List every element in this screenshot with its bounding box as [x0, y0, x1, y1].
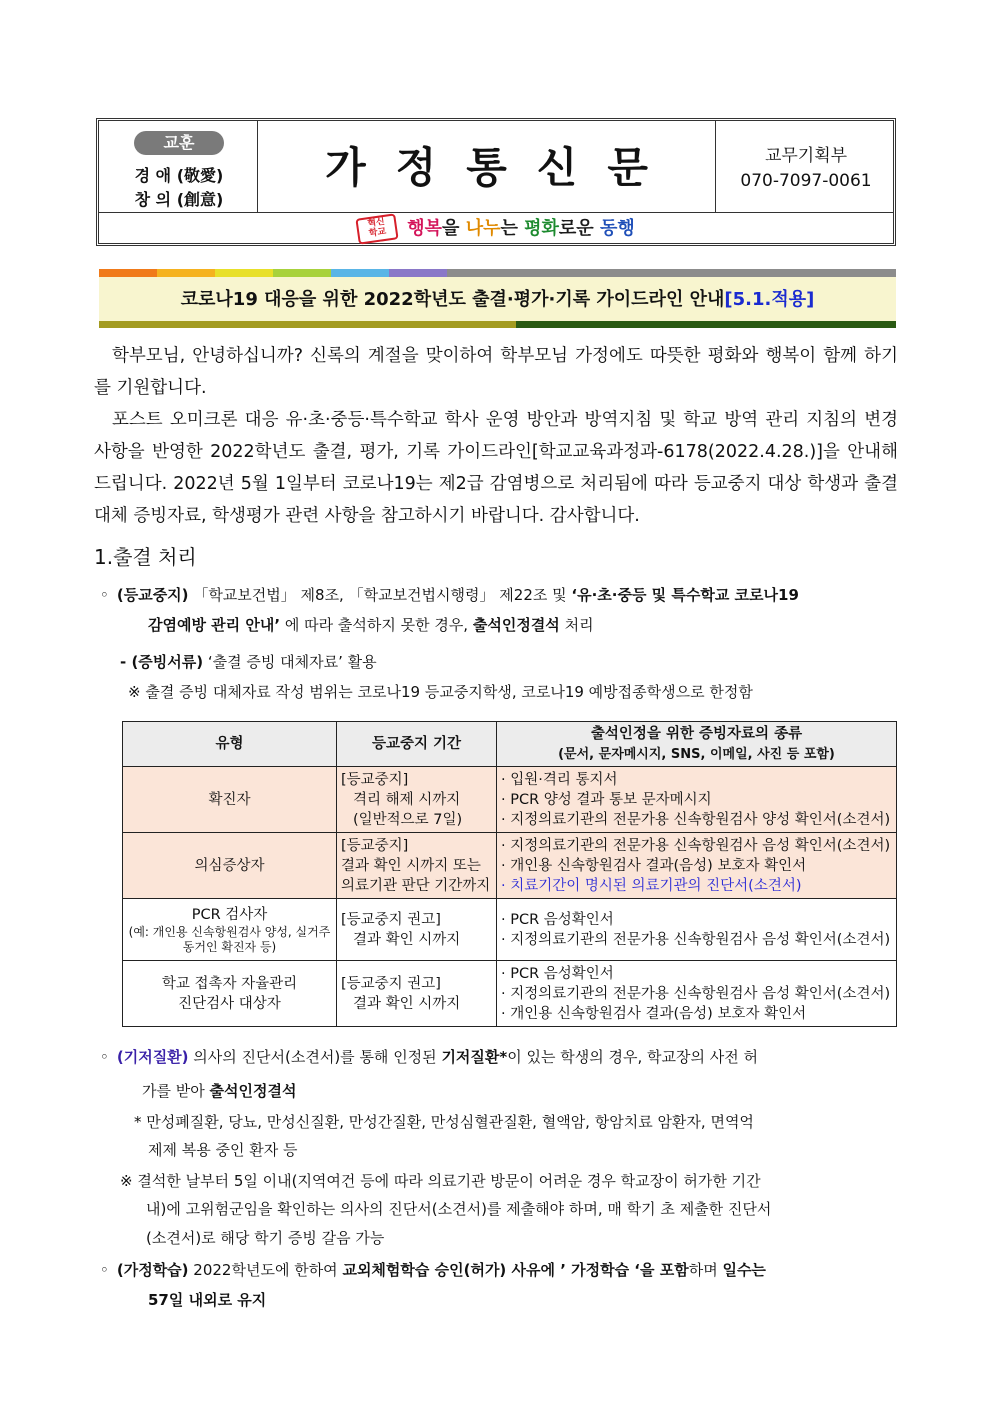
note: 내)에 고위험군임을 확인하는 의사의 진단서(소견서)를 제출해야 하며, 매 학기 초 제출한 진단서: [146, 1200, 772, 1218]
table-cell: [등교중지 권고] 결과 확인 시까지: [337, 961, 497, 1027]
bullet-item-continued: 57일 내외로 유지: [148, 1291, 267, 1309]
bullet-item: ◦ (등교중지) 「학교보건법」 제8조, 「학교보건법시행령」 제22조 및 ‘유·초·중등 및 특수학교 코로나19: [100, 586, 799, 604]
applied-date: [5.1.적용]: [724, 289, 815, 310]
slogan-word: 나누: [465, 218, 501, 239]
notice-title: 코로나19 대응을 위한 2022학년도 출결·평가·기록 가이드라인 안내: [180, 289, 725, 310]
slogan-word: 로운: [558, 218, 600, 239]
column-header: 등교중지 기간: [337, 722, 497, 767]
footnote: * 만성폐질환, 당뇨, 만성신질환, 만성간질환, 만성심혈관질환, 혈액암, 항암치료 암환자, 면역억: [134, 1113, 754, 1131]
page-title: 가정통신문: [325, 143, 678, 192]
color-segment: [215, 269, 273, 277]
motto-line: 창 의 (創意): [134, 190, 224, 209]
slogan-word: 는: [500, 218, 525, 239]
decorative-color-strip: [99, 321, 896, 328]
bullet-item: ◦ (기저질환) 의사의 진단서(소견서)를 통해 인정된 기저질환*이 있는 학생의 경우, 학교장의 사전 허: [100, 1048, 758, 1066]
notice-title-banner: [99, 277, 896, 321]
color-segment: [516, 321, 896, 328]
table-cell: PCR 검사자 (예: 개인용 신속항원검사 양성, 실거주 동거인 확진자 등): [123, 899, 337, 961]
color-segment: [389, 269, 447, 277]
header-divider: [715, 121, 716, 212]
column-header: 출석인정을 위한 증빙자료의 종류 (문서, 문자메시지, SNS, 이메일, 사진 등 포함): [497, 722, 897, 767]
table-row: [123, 899, 897, 961]
color-segment: [157, 269, 215, 277]
color-segment: [331, 269, 389, 277]
intro-paragraph: 학부모님, 안녕하십니까? 신록의 계절을 맞이하여 학부모님 가정에도 따뜻한 평화와 행복이 함께 하기를 기원합니다.: [94, 346, 898, 398]
table-cell: · 입원·격리 통지서 · PCR 양성 결과 통보 문자메시지 · 지정의료기관의 전문가용 신속항원검사 양성 확인서(소견서): [497, 767, 897, 833]
table-cell: [등교중지 권고] 결과 확인 시까지: [337, 899, 497, 961]
table-cell: 학교 접촉자 자율관리 진단검사 대상자: [123, 961, 337, 1027]
table-row: [123, 833, 897, 899]
table-cell: [등교중지] 결과 확인 시까지 또는 의료기관 판단 기간까지: [337, 833, 497, 899]
slogan: [99, 214, 893, 244]
slogan-word: 동행: [599, 218, 635, 239]
note: ※ 결석한 날부터 5일 이내(지역여건 등에 따라 의료기관 방문이 어려운 경우 학교장이 허가한 기간: [120, 1172, 761, 1190]
bullet-item-continued: 감염예방 관리 안내’ 에 따라 출석하지 못한 경우, 출석인정결석 처리: [148, 616, 594, 634]
innovation-school-stamp-icon: 혁신 학교: [356, 213, 399, 244]
table-cell: · PCR 음성확인서 · 지정의료기관의 전문가용 신속항원검사 음성 확인서(소견서) · 개인용 신속항원검사 결과(음성) 보호자 확인서: [497, 961, 897, 1027]
table-header-row: [123, 722, 897, 767]
slogan-word: 평화: [524, 218, 559, 239]
table-cell: · PCR 음성확인서 · 지정의료기관의 전문가용 신속항원검사 음성 확인서(소견서): [497, 899, 897, 961]
slogan-text: [407, 218, 634, 239]
motto-badge: 교훈: [134, 131, 224, 155]
bullet-item: ◦ (가정학습) 2022학년도에 한하여 교외체험학습 승인(허가) 사유에 ’ 가정학습 ‘을 포함하며 일수는: [100, 1261, 766, 1279]
table-cell: 확진자: [123, 767, 337, 833]
intro-paragraph: 포스트 오미크론 대응 유·초·중등·특수학교 학사 운영 방안과 방역지침 및 학교 방역 관리 지침의 변경 사항을 반영한 2022학년도 출결, 평가, 기록 가이드라인[학교교육과정과-6178(2022.4.28.)]을 안내해 드립니다. 2022년 5월 1일부터 코로나19는 제2급 감염병으로 처리됨에 따라 등교중지 대상 학생과 출결 대체 증빙자료, 학생평가 관련 사항을 참고하시기 바랍니다. 감사합니다.: [94, 410, 898, 526]
header-divider: [99, 212, 893, 213]
column-header: 유형: [123, 722, 337, 767]
slogan-word: 을: [442, 218, 466, 239]
motto-line: 경 애 (敬愛): [134, 166, 224, 185]
bullet-item-continued: 가를 받아 출석인정결석: [142, 1082, 297, 1100]
table-cell: 의심증상자: [123, 833, 337, 899]
note: (소견서)로 해당 학기 증빙 갈음 가능: [146, 1229, 385, 1247]
color-segment: [447, 269, 896, 277]
color-segment: [99, 321, 516, 328]
decorative-color-strip: [99, 269, 896, 277]
dash-item: - (증빙서류) ‘출결 증빙 대체자료’ 활용: [120, 653, 377, 671]
slogan-word: 행복: [407, 218, 443, 239]
table-cell: [등교중지] 격리 해제 시까지 (일반적으로 7일): [337, 767, 497, 833]
table-row: [123, 767, 897, 833]
table-cell: · 지정의료기관의 전문가용 신속항원검사 음성 확인서(소견서) · 개인용 신속항원검사 결과(음성) 보호자 확인서 · 치료기간이 명시된 의료기관의 진단서(소견서): [497, 833, 897, 899]
header-box: [96, 118, 896, 246]
section-heading: 1.출결 처리: [94, 545, 197, 569]
color-segment: [99, 269, 157, 277]
footnote: 제제 복용 중인 환자 등: [148, 1141, 298, 1159]
table-row: [123, 961, 897, 1027]
color-segment: [273, 269, 331, 277]
phone-number: 070-7097-0061: [740, 171, 872, 191]
note: ※ 출결 증빙 대체자료 작성 범위는 코로나19 등교중지학생, 코로나19 예방접종학생으로 한정함: [128, 683, 753, 701]
department: 교무기획부: [764, 146, 848, 166]
evidence-table: [122, 721, 897, 1027]
